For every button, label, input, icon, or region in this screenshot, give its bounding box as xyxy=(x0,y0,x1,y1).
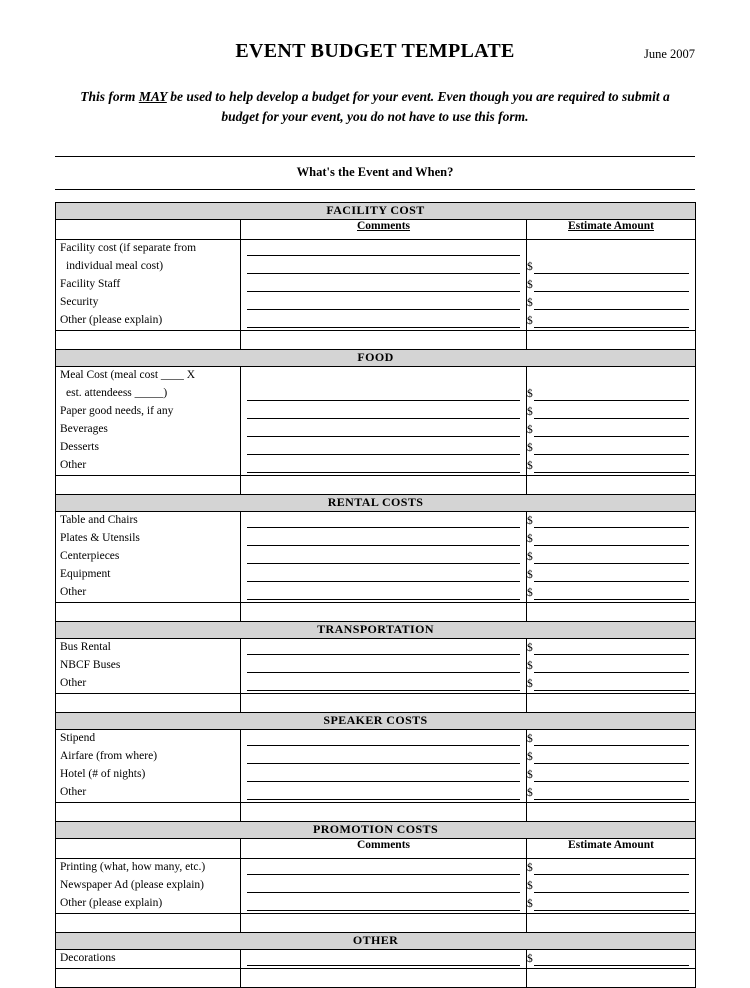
write-in-line[interactable] xyxy=(534,514,689,528)
currency-symbol: $ xyxy=(527,442,533,455)
write-in-line[interactable] xyxy=(534,677,689,691)
write-in-line[interactable] xyxy=(247,786,520,800)
line-item-label: Newspaper Ad (please explain) xyxy=(56,877,241,895)
write-in-line[interactable] xyxy=(247,750,520,764)
amount-field[interactable] xyxy=(527,530,696,548)
comment-field[interactable] xyxy=(241,675,527,694)
amount-field[interactable] xyxy=(527,421,696,439)
line-item-label: Hotel (# of nights) xyxy=(56,766,241,784)
section-band xyxy=(56,622,696,639)
line-item-label: NBCF Buses xyxy=(56,657,241,675)
currency-symbol: $ xyxy=(527,569,533,582)
write-in-line[interactable] xyxy=(247,952,520,966)
amount-field[interactable] xyxy=(527,385,696,403)
budget-line-item xyxy=(56,512,696,531)
currency-symbol: $ xyxy=(527,460,533,473)
amount-field-empty xyxy=(527,240,696,259)
comment-field[interactable] xyxy=(241,421,527,439)
line-item-label: Table and Chairs xyxy=(56,512,241,531)
section-band xyxy=(56,933,696,950)
comment-field[interactable] xyxy=(241,385,527,403)
amount-field[interactable] xyxy=(527,877,696,895)
section-band xyxy=(56,350,696,367)
write-in-line[interactable] xyxy=(534,296,689,310)
spacer-cell xyxy=(56,603,241,622)
budget-line-item xyxy=(56,895,696,914)
currency-symbol: $ xyxy=(527,733,533,746)
comment-field[interactable] xyxy=(241,240,527,259)
amount-field[interactable] xyxy=(527,403,696,421)
write-in-line[interactable] xyxy=(247,897,520,911)
currency-symbol: $ xyxy=(527,261,533,274)
budget-line-item xyxy=(56,639,696,658)
line-item-label: Other xyxy=(56,584,241,603)
amount-field[interactable] xyxy=(527,730,696,749)
spacer-cell xyxy=(56,694,241,713)
spacer-cell xyxy=(527,603,696,622)
amount-field-empty xyxy=(527,367,696,386)
budget-line-item xyxy=(56,276,696,294)
budget-line-item xyxy=(56,784,696,803)
write-in-line[interactable] xyxy=(534,441,689,455)
line-item-label: Equipment xyxy=(56,566,241,584)
comment-field[interactable] xyxy=(241,312,527,331)
comment-field[interactable] xyxy=(241,877,527,895)
write-in-line[interactable] xyxy=(247,514,520,528)
write-in-line[interactable] xyxy=(534,750,689,764)
comment-field[interactable] xyxy=(241,439,527,457)
write-in-line[interactable] xyxy=(247,659,520,673)
write-in-line[interactable] xyxy=(247,550,520,564)
section-band-label: PROMOTION COSTS xyxy=(56,822,696,839)
comment-field[interactable] xyxy=(241,657,527,675)
write-in-line[interactable] xyxy=(534,586,689,600)
line-item-label: Security xyxy=(56,294,241,312)
currency-symbol: $ xyxy=(527,660,533,673)
column-header-spacer xyxy=(56,839,241,859)
budget-table-body xyxy=(56,203,696,988)
write-in-line[interactable] xyxy=(534,768,689,782)
currency-symbol: $ xyxy=(527,769,533,782)
amount-field[interactable] xyxy=(527,584,696,603)
comment-field[interactable] xyxy=(241,294,527,312)
currency-symbol: $ xyxy=(527,315,533,328)
spacer-cell xyxy=(527,969,696,988)
currency-symbol: $ xyxy=(527,587,533,600)
currency-symbol: $ xyxy=(527,862,533,875)
currency-symbol: $ xyxy=(527,880,533,893)
budget-line-item xyxy=(56,950,696,969)
budget-line-item xyxy=(56,403,696,421)
write-in-line[interactable] xyxy=(247,296,520,310)
amount-field[interactable] xyxy=(527,748,696,766)
amount-field[interactable] xyxy=(527,766,696,784)
write-in-line[interactable] xyxy=(247,459,520,473)
line-item-label: Desserts xyxy=(56,439,241,457)
section-spacer xyxy=(56,694,696,713)
write-in-line[interactable] xyxy=(534,879,689,893)
line-item-label: Other xyxy=(56,457,241,476)
spacer-cell xyxy=(56,914,241,933)
spacer-cell xyxy=(56,969,241,988)
currency-symbol: $ xyxy=(527,424,533,437)
budget-line-item xyxy=(56,385,696,403)
write-in-line[interactable] xyxy=(534,278,689,292)
section-band xyxy=(56,713,696,730)
write-in-line[interactable] xyxy=(247,641,520,655)
spacer-cell xyxy=(241,969,527,988)
currency-symbol: $ xyxy=(527,751,533,764)
write-in-line[interactable] xyxy=(534,314,689,328)
budget-line-item xyxy=(56,748,696,766)
column-header-comments: Comments xyxy=(241,839,527,859)
line-item-label: Printing (what, how many, etc.) xyxy=(56,859,241,878)
write-in-line[interactable] xyxy=(534,861,689,875)
line-item-label: Other xyxy=(56,675,241,694)
comment-field[interactable] xyxy=(241,766,527,784)
comment-field[interactable] xyxy=(241,950,527,969)
line-item-label: Centerpieces xyxy=(56,548,241,566)
budget-line-item xyxy=(56,530,696,548)
spacer-cell xyxy=(527,331,696,350)
write-in-line[interactable] xyxy=(534,659,689,673)
currency-symbol: $ xyxy=(527,898,533,911)
write-in-line[interactable] xyxy=(534,952,689,966)
line-item-label: Paper good needs, if any xyxy=(56,403,241,421)
section-spacer xyxy=(56,969,696,988)
section-spacer xyxy=(56,603,696,622)
comment-field[interactable] xyxy=(241,895,527,914)
spacer-cell xyxy=(241,694,527,713)
amount-field[interactable] xyxy=(527,859,696,878)
write-in-line[interactable] xyxy=(247,278,520,292)
section-spacer xyxy=(56,331,696,350)
amount-field[interactable] xyxy=(527,276,696,294)
spacer-cell xyxy=(241,476,527,495)
intro-text-before: This form xyxy=(80,89,139,104)
write-in-line[interactable] xyxy=(247,441,520,455)
column-header-row xyxy=(56,220,696,240)
comment-field[interactable] xyxy=(241,784,527,803)
budget-line-item xyxy=(56,439,696,457)
budget-line-item xyxy=(56,548,696,566)
line-item-label: est. attendeess _____) xyxy=(56,385,241,403)
write-in-line[interactable] xyxy=(247,861,520,875)
amount-field[interactable] xyxy=(527,258,696,276)
write-in-line[interactable] xyxy=(247,532,520,546)
section-band-label: TRANSPORTATION xyxy=(56,622,696,639)
amount-field[interactable] xyxy=(527,675,696,694)
section-band-label: FOOD xyxy=(56,350,696,367)
line-item-label: Airfare (from where) xyxy=(56,748,241,766)
amount-field[interactable] xyxy=(527,639,696,658)
budget-line-item xyxy=(56,294,696,312)
line-item-label: Facility cost (if separate from xyxy=(56,240,241,259)
write-in-line[interactable] xyxy=(247,677,520,691)
section-spacer xyxy=(56,476,696,495)
write-in-line[interactable] xyxy=(534,532,689,546)
section-band xyxy=(56,203,696,220)
comment-field[interactable] xyxy=(241,859,527,878)
budget-line-item xyxy=(56,367,696,386)
column-header-estimate-amount: Estimate Amount xyxy=(527,839,696,859)
write-in-line[interactable] xyxy=(247,879,520,893)
write-in-line[interactable] xyxy=(534,459,689,473)
currency-symbol: $ xyxy=(527,388,533,401)
comment-field[interactable] xyxy=(241,530,527,548)
amount-field[interactable] xyxy=(527,512,696,531)
line-item-label: Bus Rental xyxy=(56,639,241,658)
amount-field[interactable] xyxy=(527,895,696,914)
comment-field[interactable] xyxy=(241,276,527,294)
section-spacer xyxy=(56,914,696,933)
write-in-line[interactable] xyxy=(534,423,689,437)
section-band-label: RENTAL COSTS xyxy=(56,495,696,512)
write-in-line[interactable] xyxy=(247,314,520,328)
budget-line-item xyxy=(56,657,696,675)
currency-symbol: $ xyxy=(527,406,533,419)
currency-symbol: $ xyxy=(527,953,533,966)
comment-field[interactable] xyxy=(241,457,527,476)
budget-line-item xyxy=(56,730,696,749)
line-item-label: Plates & Utensils xyxy=(56,530,241,548)
spacer-cell xyxy=(527,694,696,713)
budget-line-item xyxy=(56,258,696,276)
currency-symbol: $ xyxy=(527,297,533,310)
currency-symbol: $ xyxy=(527,551,533,564)
section-band-label: FACILITY COST xyxy=(56,203,696,220)
spacer-cell xyxy=(56,803,241,822)
write-in-line[interactable] xyxy=(534,641,689,655)
write-in-line[interactable] xyxy=(247,260,520,274)
amount-field[interactable] xyxy=(527,312,696,331)
write-in-line[interactable] xyxy=(534,260,689,274)
currency-symbol: $ xyxy=(527,279,533,292)
line-item-label: Other (please explain) xyxy=(56,895,241,914)
intro-text-after: be used to help develop a budget for your event. Even though you are required to submit a budget for your event, you do not have to use this form. xyxy=(166,89,670,124)
write-in-line[interactable] xyxy=(247,242,520,256)
comment-field[interactable] xyxy=(241,730,527,749)
amount-field[interactable] xyxy=(527,457,696,476)
intro-emphasis: MAY xyxy=(138,89,167,104)
comment-field[interactable] xyxy=(241,512,527,531)
comment-field[interactable] xyxy=(241,639,527,658)
comment-field-empty xyxy=(241,367,527,386)
spacer-cell xyxy=(241,331,527,350)
currency-symbol: $ xyxy=(527,533,533,546)
amount-field[interactable] xyxy=(527,439,696,457)
section-band xyxy=(56,495,696,512)
write-in-line[interactable] xyxy=(247,586,520,600)
budget-line-item xyxy=(56,240,696,259)
spacer-cell xyxy=(56,476,241,495)
line-item-label: Decorations xyxy=(56,950,241,969)
spacer-cell xyxy=(527,914,696,933)
write-in-line[interactable] xyxy=(534,732,689,746)
budget-line-item xyxy=(56,584,696,603)
budget-line-item xyxy=(56,675,696,694)
write-in-line[interactable] xyxy=(247,568,520,582)
write-in-line[interactable] xyxy=(247,732,520,746)
line-item-label: Beverages xyxy=(56,421,241,439)
budget-line-item xyxy=(56,312,696,331)
section-band-label: SPEAKER COSTS xyxy=(56,713,696,730)
comment-field[interactable] xyxy=(241,566,527,584)
amount-field[interactable] xyxy=(527,548,696,566)
page-title: EVENT BUDGET TEMPLATE xyxy=(235,40,515,62)
write-in-line[interactable] xyxy=(247,768,520,782)
write-in-line[interactable] xyxy=(247,423,520,437)
section-subtitle: What's the Event and When? xyxy=(55,157,695,190)
comment-field[interactable] xyxy=(241,584,527,603)
document-date: June 2007 xyxy=(643,47,695,61)
budget-line-item xyxy=(56,766,696,784)
spacer-cell xyxy=(527,803,696,822)
amount-field[interactable] xyxy=(527,950,696,969)
comment-field[interactable] xyxy=(241,748,527,766)
budget-line-item xyxy=(56,566,696,584)
spacer-cell xyxy=(241,914,527,933)
line-item-label: individual meal cost) xyxy=(56,258,241,276)
budget-line-item xyxy=(56,859,696,878)
budget-table xyxy=(55,202,696,988)
column-header-estimate-amount: Estimate Amount xyxy=(527,220,696,240)
budget-line-item xyxy=(56,457,696,476)
amount-field[interactable] xyxy=(527,784,696,803)
section-band xyxy=(56,822,696,839)
line-item-label: Other (please explain) xyxy=(56,312,241,331)
amount-field[interactable] xyxy=(527,657,696,675)
intro-paragraph xyxy=(55,87,695,126)
spacer-cell xyxy=(241,603,527,622)
write-in-line[interactable] xyxy=(247,405,520,419)
line-item-label: Other xyxy=(56,784,241,803)
write-in-line[interactable] xyxy=(534,897,689,911)
currency-symbol: $ xyxy=(527,787,533,800)
spacer-cell xyxy=(241,803,527,822)
write-in-line[interactable] xyxy=(534,568,689,582)
spacer-cell xyxy=(527,476,696,495)
comment-field[interactable] xyxy=(241,403,527,421)
write-in-line[interactable] xyxy=(534,786,689,800)
amount-field[interactable] xyxy=(527,566,696,584)
write-in-line[interactable] xyxy=(534,405,689,419)
currency-symbol: $ xyxy=(527,515,533,528)
currency-symbol: $ xyxy=(527,642,533,655)
line-item-label: Meal Cost (meal cost ____ X xyxy=(56,367,241,386)
budget-line-item xyxy=(56,877,696,895)
write-in-line[interactable] xyxy=(534,387,689,401)
column-header-row xyxy=(56,839,696,859)
amount-field[interactable] xyxy=(527,294,696,312)
comment-field[interactable] xyxy=(241,548,527,566)
spacer-cell xyxy=(56,331,241,350)
section-spacer xyxy=(56,803,696,822)
document-header xyxy=(55,40,695,63)
line-item-label: Stipend xyxy=(56,730,241,749)
section-band-label: OTHER xyxy=(56,933,696,950)
column-header-spacer xyxy=(56,220,241,240)
write-in-line[interactable] xyxy=(534,550,689,564)
budget-line-item xyxy=(56,421,696,439)
write-in-line[interactable] xyxy=(247,387,520,401)
column-header-comments: Comments xyxy=(241,220,527,240)
currency-symbol: $ xyxy=(527,678,533,691)
line-item-label: Facility Staff xyxy=(56,276,241,294)
comment-field[interactable] xyxy=(241,258,527,276)
